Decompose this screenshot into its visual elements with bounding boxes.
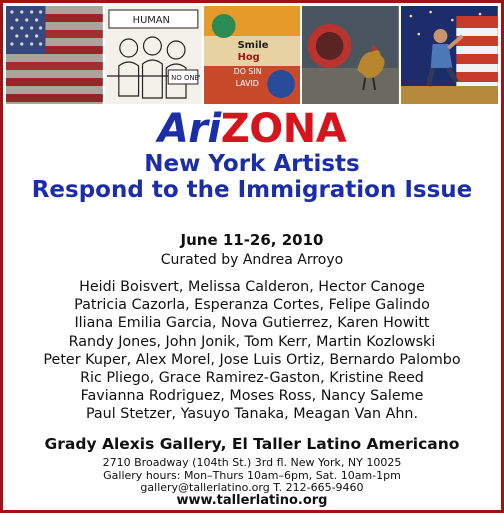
collage-artwork <box>204 6 301 104</box>
flag-artwork <box>6 6 103 104</box>
gallery-info <box>3 457 501 495</box>
artist-line: Paul Stetzer, Yasuyo Tanaka, Meagan Van Ahn. <box>85 406 419 423</box>
subtitle-line-2: Respond to the Immigration Issue <box>31 177 473 203</box>
artist-line: Iliana Emilia Garcia, Nova Gutierrez, Karen Howitt <box>74 315 430 332</box>
artist-line: Heidi Boisvert, Melissa Calderon, Hector Canoge <box>79 279 425 295</box>
poster-title <box>3 107 501 151</box>
gallery-hours: Gallery hours: Mon–Thurs 10am–6pm, Sat. 10am-1pm <box>103 468 401 482</box>
panel2-text-1: HUMAN <box>132 14 170 27</box>
gallery-contact[interactable]: gallery@tallerlatino.org T. 212-665-9460 <box>140 481 364 494</box>
artist-line: Randy Jones, John Jonik, Tom Kerr, Martin Kozlowski <box>68 333 436 350</box>
artist-line: Peter Kuper, Alex Morel, Jose Luis Ortiz, Bernardo Palombo <box>43 351 461 368</box>
cartoon-artwork <box>105 6 202 104</box>
gallery-name: Grady Alexis Gallery, El Taller Latino Americano <box>44 435 460 453</box>
rooster-artwork <box>302 6 399 104</box>
panel3-text-1: Smile <box>237 39 268 52</box>
panel3-text-2: Hog <box>237 51 260 64</box>
title-part-zona: ZONA <box>220 106 347 152</box>
curator-line: Curated by Andrea Arroyo <box>160 252 344 268</box>
artist-list <box>3 278 501 424</box>
panel3-text-4: LAVID <box>235 78 259 89</box>
title-block <box>3 107 501 203</box>
panel3-text-3: DO SIN <box>233 66 262 77</box>
subtitle-line-1: New York Artists <box>144 151 360 177</box>
artist-line: Patricia Cazorla, Esperanza Cortes, Felipe Galindo <box>74 297 430 314</box>
artist-line: Favianna Rodriguez, Moses Ross, Nancy Saleme <box>80 388 424 405</box>
artwork-banner <box>6 6 498 104</box>
panel2-text-2: NO ONE <box>170 73 199 83</box>
website-link[interactable]: www.tallerlatino.org <box>176 493 328 508</box>
climber-artwork <box>401 6 498 104</box>
title-part-ari: Ari <box>157 106 221 152</box>
exhibition-dates: June 11-26, 2010 <box>180 231 324 249</box>
artist-line: Ric Pliego, Grace Ramirez-Gaston, Kristine Reed <box>80 370 424 387</box>
gallery-address: 2710 Broadway (104th St.) 3rd fl. New York, NY 10025 <box>102 456 402 469</box>
